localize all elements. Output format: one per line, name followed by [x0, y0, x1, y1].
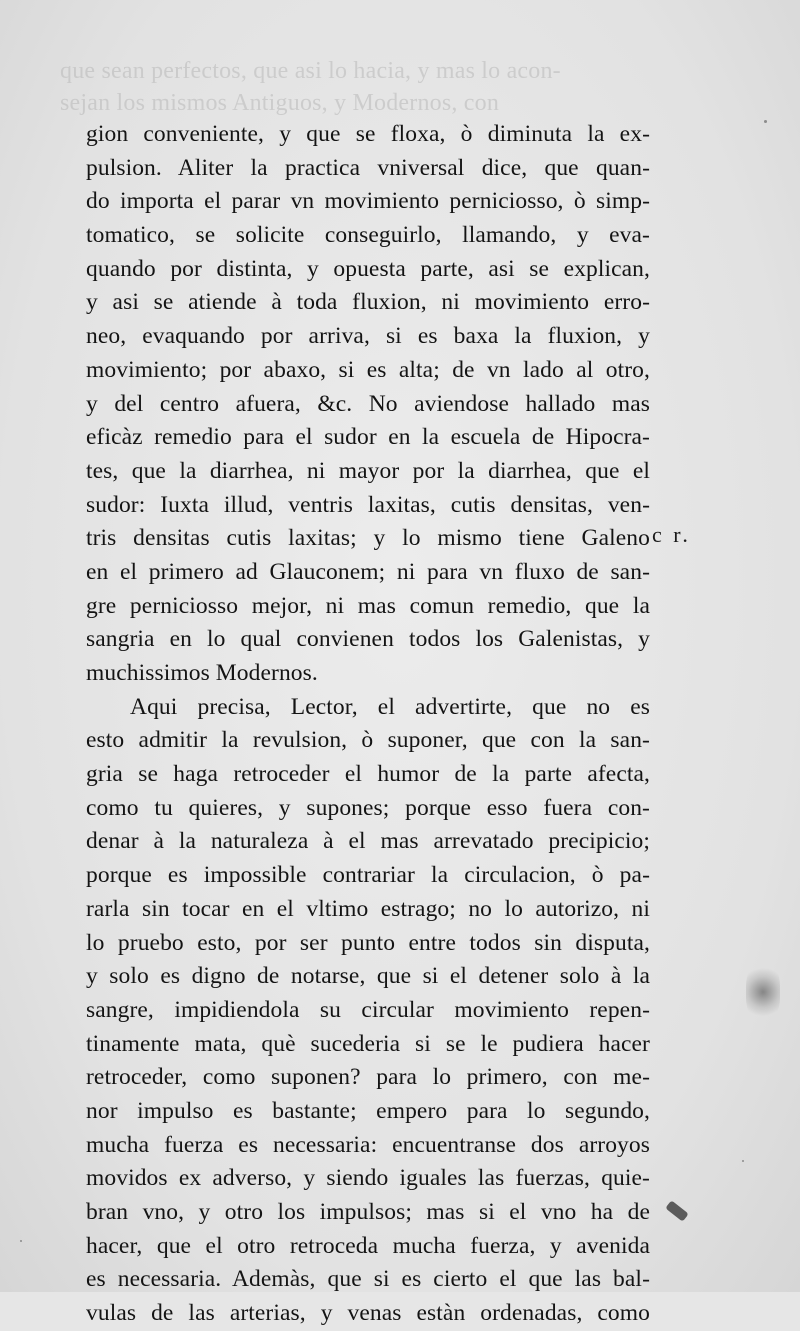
text-line: muchissimos Modernos. [86, 660, 318, 686]
text-line: quando por distinta, y opuesta parte, asi se explican, [86, 255, 650, 282]
paragraph-start-line: Aqui precisa, Lector, el advertirte, que no es [130, 693, 650, 720]
text-line: como tu quieres, y supones; porque esso fuera con- [86, 794, 650, 821]
paper-speck [742, 1160, 744, 1162]
text-line: pulsion. Aliter la practica vniversal dice, que quan- [86, 154, 650, 181]
text-line: mucha fuerza es necessaria: encuentranse dos arroyos [86, 1131, 650, 1158]
text-line: y solo es digno de notarse, que si el detener solo à la [86, 963, 650, 990]
text-line: porque es impossible contrariar la circulacion, ò pa- [86, 862, 650, 889]
text-line: rarla sin tocar en el vltimo estrago; no lo autorizo, ni [86, 895, 650, 922]
bleed-through-line: que sean perfectos, que asi lo hacia, y mas lo acon- [60, 58, 561, 84]
text-line: tris densitas cutis laxitas; y lo mismo tiene Galeno [86, 525, 650, 552]
ink-mark [665, 1200, 688, 1221]
text-line: retroceder, como suponen? para lo primero, con me- [86, 1064, 650, 1091]
body-text [86, 118, 650, 1331]
text-line: sangre, impidiendola su circular movimiento repen- [86, 996, 650, 1023]
text-line: movimiento; por abaxo, si es alta; de vn lado al otro, [86, 356, 650, 383]
text-line: neo, evaquando por arriva, si es baxa la fluxion, y [86, 323, 650, 350]
text-line: y asi se atiende à toda fluxion, ni movimiento erro- [86, 289, 650, 316]
text-line: hacer, que el otro retroceda mucha fuerza, y avenida [86, 1232, 650, 1259]
text-line: denar à la naturaleza à el mas arrevatado precipicio; [86, 828, 650, 855]
text-line: vulas de las arterias, y venas estàn ordenadas, como [86, 1300, 650, 1327]
text-line: eficàz remedio para el sudor en la escuela de Hipocra- [86, 424, 650, 451]
text-line: en el primero ad Glauconem; ni para vn fluxo de san- [86, 558, 650, 585]
text-line: sudor: Iuxta illud, ventris laxitas, cutis densitas, ven- [86, 491, 650, 518]
text-line: tomatico, se solicite conseguirlo, llamando, y eva- [86, 222, 650, 249]
text-line: tes, que la diarrhea, ni mayor por la diarrhea, que el [86, 457, 650, 484]
text-line: tinamente mata, què sucederia si se le pudiera hacer [86, 1030, 650, 1057]
text-line: lo pruebo esto, por ser punto entre todos sin disputa, [86, 929, 650, 956]
text-line: gria se haga retroceder el humor de la parte afecta, [86, 761, 650, 788]
bleed-through-line: sejan los mismos Antiguos, y Modernos, con [60, 90, 500, 116]
text-line: do importa el parar vn movimiento perniciosso, ò simp- [86, 188, 650, 215]
paper-speck [764, 120, 767, 123]
text-line: gre perniciosso mejor, ni mas comun remedio, que la [86, 592, 650, 619]
ink-smudge [746, 962, 780, 1022]
text-line: bran vno, y otro los impulsos; mas si el vno ha de [86, 1199, 650, 1225]
text-line: movidos ex adverso, y siendo iguales las fuerzas, quie- [86, 1165, 650, 1192]
paper-speck [20, 1240, 22, 1242]
text-line: esto admitir la revulsion, ò suponer, que con la san- [86, 727, 650, 754]
text-line: es necessaria. Ademàs, que si es cierto el que las bal- [86, 1266, 650, 1293]
margin-mark: c r. [652, 522, 691, 547]
text-line: nor impulso es bastante; empero para lo segundo, [86, 1097, 650, 1124]
text-line: gion conveniente, y que se floxa, ò diminuta la ex- [86, 121, 650, 147]
text-line: sangria en lo qual convienen todos los Galenistas, y [86, 626, 650, 653]
text-line: y del centro afuera, &c. No aviendose hallado mas [86, 390, 650, 417]
